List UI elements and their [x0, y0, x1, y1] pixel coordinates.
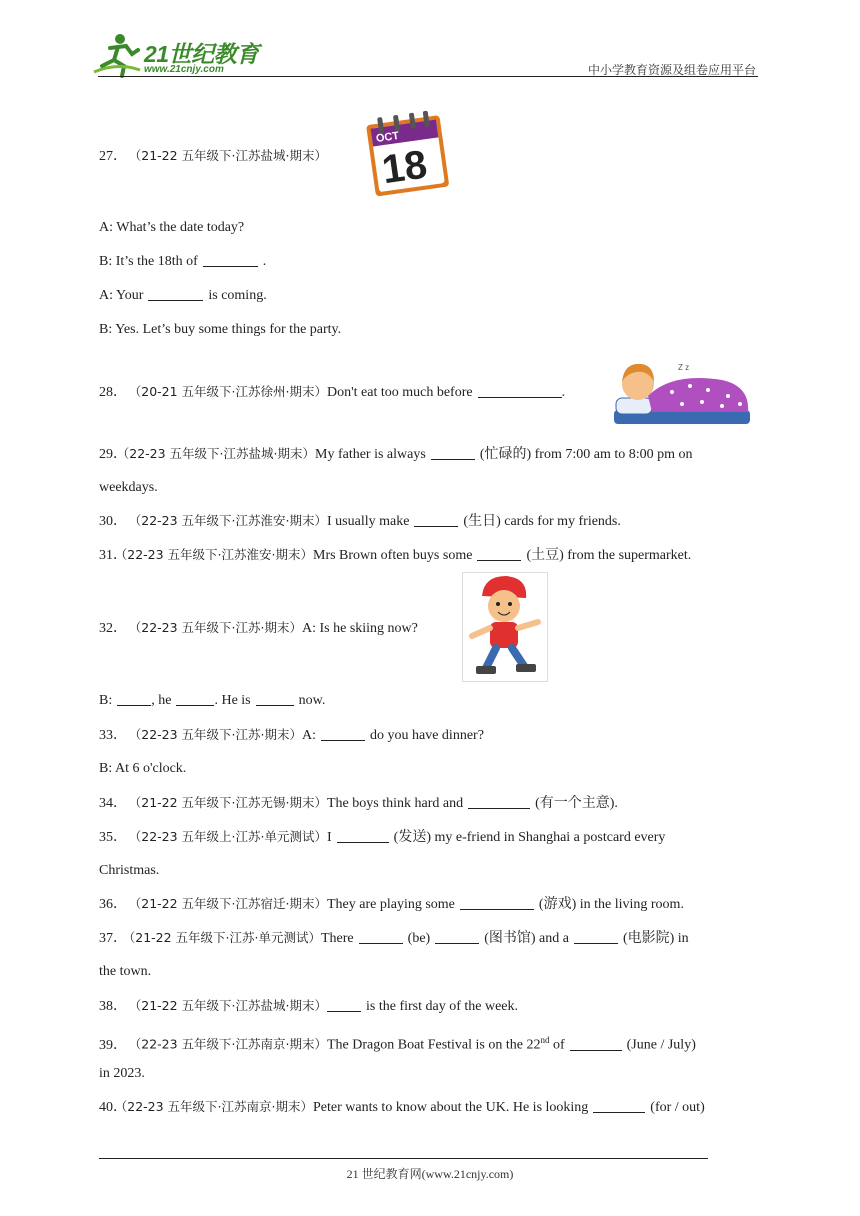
q37-continuation: the town. [99, 964, 152, 979]
question-source: （21-22 五年级下·江苏盐城·期末） [135, 148, 327, 163]
question-40: 40．（22-23 五年级下·江苏南京·期末）Peter wants to know about the UK. He is looking (for / out) [99, 1099, 705, 1115]
calendar-image [360, 106, 452, 196]
question-34: 34． （21-22 五年级下·江苏无锡·期末）The boys think hard and (有一个主意). [99, 795, 618, 811]
question-30: 30． （22-23 五年级下·江苏淮安·期末）I usually make (生日) cards for my friends. [99, 513, 621, 529]
site-logo [92, 32, 262, 78]
answer-blank[interactable] [574, 929, 618, 944]
q27-line-b1: B: It’s the 18th of . [99, 254, 267, 269]
logo-url: www.21cnjy.com [144, 64, 224, 75]
calendar-month: OCT [375, 129, 400, 145]
question-35: 35． （22-23 五年级上·江苏·单元测试）I (发送) my e-friend in Shanghai a postcard every [99, 829, 666, 845]
answer-blank[interactable] [176, 691, 214, 706]
question-37: 37． （21-22 五年级下·江苏·单元测试）There (be) (图书馆) and a (电影院) in [99, 930, 689, 946]
q27-line-a1: A: What’s the date today? [99, 220, 245, 235]
question-38: 38． （21-22 五年级下·江苏盐城·期末） is the first day of the week. [99, 998, 519, 1014]
answer-blank[interactable] [148, 286, 203, 301]
question-33: 33． （22-23 五年级下·江苏·期末）A: do you have dinner? [99, 727, 484, 743]
question-31: 31．（22-23 五年级下·江苏淮安·期末）Mrs Brown often buys some (土豆) from the supermarket. [99, 547, 692, 563]
answer-blank[interactable] [359, 929, 403, 944]
header-divider [98, 76, 758, 77]
answer-blank[interactable] [327, 997, 361, 1012]
q32-answer-line: B: , he . He is now. [99, 693, 326, 708]
answer-blank[interactable] [203, 252, 258, 267]
logo-text: 21世纪教育 [144, 41, 259, 67]
question-28: 28． （20-21 五年级下·江苏徐州·期末）Don't eat too much before . [99, 384, 566, 400]
answer-blank[interactable] [337, 828, 389, 843]
answer-blank[interactable] [256, 691, 294, 706]
q27-line-b2: B: Yes. Let’s buy some things for the party. [99, 322, 342, 337]
question-39: 39． （22-23 五年级下·江苏南京·期末）The Dragon Boat Festival is on the 22nd of (June / July) [99, 1035, 696, 1053]
platform-label: 中小学教育资源及组卷应用平台 [587, 63, 756, 77]
answer-blank[interactable] [593, 1098, 645, 1113]
answer-blank[interactable] [478, 383, 562, 398]
answer-blank[interactable] [117, 691, 151, 706]
answer-blank[interactable] [431, 445, 475, 460]
answer-blank[interactable] [460, 895, 534, 910]
sleeping-girl-image [612, 352, 752, 428]
page-header [0, 0, 860, 80]
question-number: 27． [99, 149, 127, 164]
q39-continuation: in 2023. [99, 1066, 145, 1081]
q27-line-a2: A: Your is coming. [99, 288, 267, 303]
answer-blank[interactable] [468, 794, 530, 809]
q33-answer: B: At 6 o'clock. [99, 761, 187, 776]
calendar-day: 18 [379, 142, 430, 193]
q29-continuation: weekdays. [99, 480, 158, 495]
answer-blank[interactable] [435, 929, 479, 944]
answer-blank[interactable] [321, 726, 365, 741]
q35-continuation: Christmas. [99, 863, 160, 878]
svg-text:Z z: Z z [678, 363, 690, 372]
question-36: 36． （21-22 五年级下·江苏宿迁·期末）They are playing some (游戏) in the living room. [99, 896, 684, 912]
answer-blank[interactable] [570, 1036, 622, 1051]
answer-blank[interactable] [477, 546, 521, 561]
question-29: 29．（22-23 五年级下·江苏盐城·期末）My father is always (忙碌的) from 7:00 am to 8:00 pm on [99, 446, 693, 462]
question-27 [99, 146, 327, 167]
answer-blank[interactable] [414, 512, 458, 527]
footer-divider [99, 1158, 708, 1159]
page-footer: 21 世纪教育网(www.21cnjy.com) [346, 1167, 514, 1181]
question-32: 32． （22-23 五年级下·江苏·期末）A: Is he skiing now? [99, 620, 418, 636]
skating-boy-image [462, 572, 548, 682]
